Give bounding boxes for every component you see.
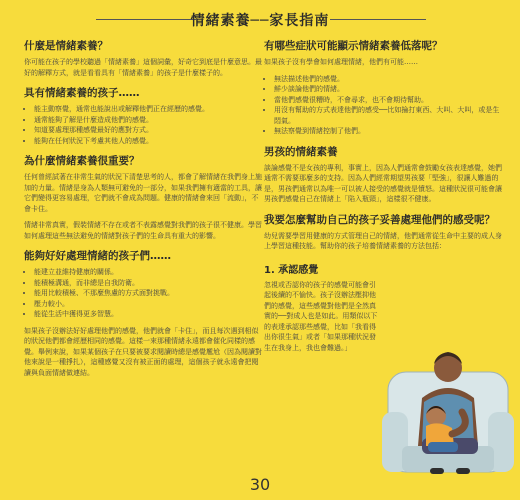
- list-item: • 知道要處理那種感覺最好的應對方式。: [34, 125, 264, 136]
- list-item: • 能從生活中獲得更多智慧。: [34, 309, 264, 320]
- section-what-is: [24, 40, 264, 78]
- list-item: • 通常能夠了解是什麼造成他們的感覺。: [34, 115, 264, 126]
- paragraph: 談論感覺不是女孩的專利，事實上，因為人們通常會鼓勵女孩表達感覺，她們通常不需要那麼多的支持。因為人們經常期望男孩要「堅強」，很讓人難過的是，男孩們通常以為唯一可以被人接受的感覺就是憤怒。這種狀況很可能會讓男孩們感覺自己在情緒上「陷入瓶頸」，這樣很不健康。: [264, 163, 502, 203]
- list-item: • 用沒有幫助的方式表達他們的感受──比如掄打東西、大叫、大叫，或是生悶氣。: [274, 105, 504, 126]
- list-item: • 無法描述他們的感覺。: [274, 74, 504, 85]
- list-item: • 當他們感覺很糟時，不會尋求，也不會期待幫助。: [274, 95, 504, 106]
- section-literate-child: [24, 87, 264, 146]
- page-header: [0, 10, 520, 30]
- paragraph: 情緒非常真實，假裝情緒不存在或者不表露感覺對我們的孩子很不健康。學習如何處理這些無法避免的情緒對孩子們的生命具有重大的影響。: [24, 221, 262, 240]
- subsection-heading: 1. 承認感覺: [264, 264, 319, 276]
- list-item: • 無法察覺到情緒控制了他們。: [274, 126, 504, 137]
- paragraph: 忽視或否認你的孩子的感覺可能會引起後續的不愉快。孩子沒辦法壓抑他們的感覺，這些感覺對他們是全然真實的──對成人也是如此。用類似以下的表達承認那些感覺，比如「我看得出你很生氣」或者「如果那種狀況發生在我身上，我也會難過。」: [264, 280, 378, 352]
- bullet-list: [24, 104, 264, 146]
- bullet-list: [264, 74, 504, 137]
- section-heading: 為什麼情緒素養很重要？: [24, 155, 140, 167]
- left-column: [24, 40, 264, 387]
- parent-child-illustration: [382, 342, 514, 482]
- section-heading: 具有情緒素養的孩子……: [24, 87, 140, 99]
- bullet-list: [24, 267, 264, 320]
- section-why-important: [24, 155, 264, 241]
- paragraph: 如果孩子沒辦法好好處理他們的感覺，他們就會「卡住」，而且每次遇到相似的狀況他們都會經歷相同的感覺。這樣一來那種情緒永遠都會催化同樣的感覺。舉例來說，如果某個孩子在只要被要求閱讀時總是感覺尷尬（因為閱讀對他來說是一種掙扎），這種感覺又沒有被正面的處理，這個孩子就永遠會把閱讀與負面情緒做連結。: [24, 326, 262, 377]
- section-how-to-help: [264, 214, 504, 252]
- list-item: • 能建立並維持健康的關係。: [34, 267, 264, 278]
- section-acknowledge: [264, 261, 504, 354]
- section-boys: [264, 146, 504, 205]
- section-heading: 男孩的情緒素養: [264, 145, 338, 158]
- paragraph: 任何曾經試著在非常生氣的狀況下清楚思考的人，都會了解情緒在我們身上施加的力量。情緒是身為人類無可避免的一部分，如果我們擁有適當的工具，讓它們變得更容易處理，它們就不會成為問題。健康的情緒會來回「流動」，不會卡住。: [24, 173, 262, 213]
- section-heading: 什麼是情緒素養？: [24, 40, 108, 52]
- section-heading: 能夠好好處理情緒的孩子們……: [24, 250, 171, 262]
- page-title: 情緒素養──家長指南: [190, 13, 330, 29]
- paragraph: 你可能在孩子的學校聽過「情緒素養」這個詞彙，好奇它到底是什麼意思。最好的解釋方式，就是看看具有「情緒素養」的孩子是什麼樣子的。: [24, 58, 262, 77]
- section-handle-well: [24, 250, 264, 378]
- title-rule-right: [330, 19, 426, 20]
- section-heading: 我要怎麼幫助自己的孩子妥善處理他們的感受呢？: [264, 213, 495, 226]
- list-item: • 能積極溝通，而非總是自我防衛。: [34, 278, 264, 289]
- paragraph: 幼兒需要學習用健康的方式管理自己的情緒，他們通常從生命中主要的成人身上學習這種技能。幫助你的孩子培養情緒素養的方法包括：: [264, 231, 502, 250]
- paragraph: 如果孩子沒有學會如何處理情緒，他們有可能……: [264, 58, 418, 66]
- list-item: • 鮮少談論他們的情緒。: [274, 84, 504, 95]
- section-heading: 有哪些症狀可能顯示情緒素養低落呢？: [264, 40, 443, 52]
- list-item: • 壓力較小。: [34, 299, 264, 310]
- list-item: • 能用比較積極、不那麼焦慮的方式面對挑戰。: [34, 288, 264, 299]
- section-symptoms: [264, 40, 504, 137]
- list-item: • 能夠在任何狀況下考慮其他人的感覺。: [34, 136, 264, 147]
- page-number: 30: [249, 475, 271, 494]
- right-column: [264, 40, 504, 362]
- list-item: • 能主動察覺，通常也能說出或解釋他們正在經歷的感覺。: [34, 104, 264, 115]
